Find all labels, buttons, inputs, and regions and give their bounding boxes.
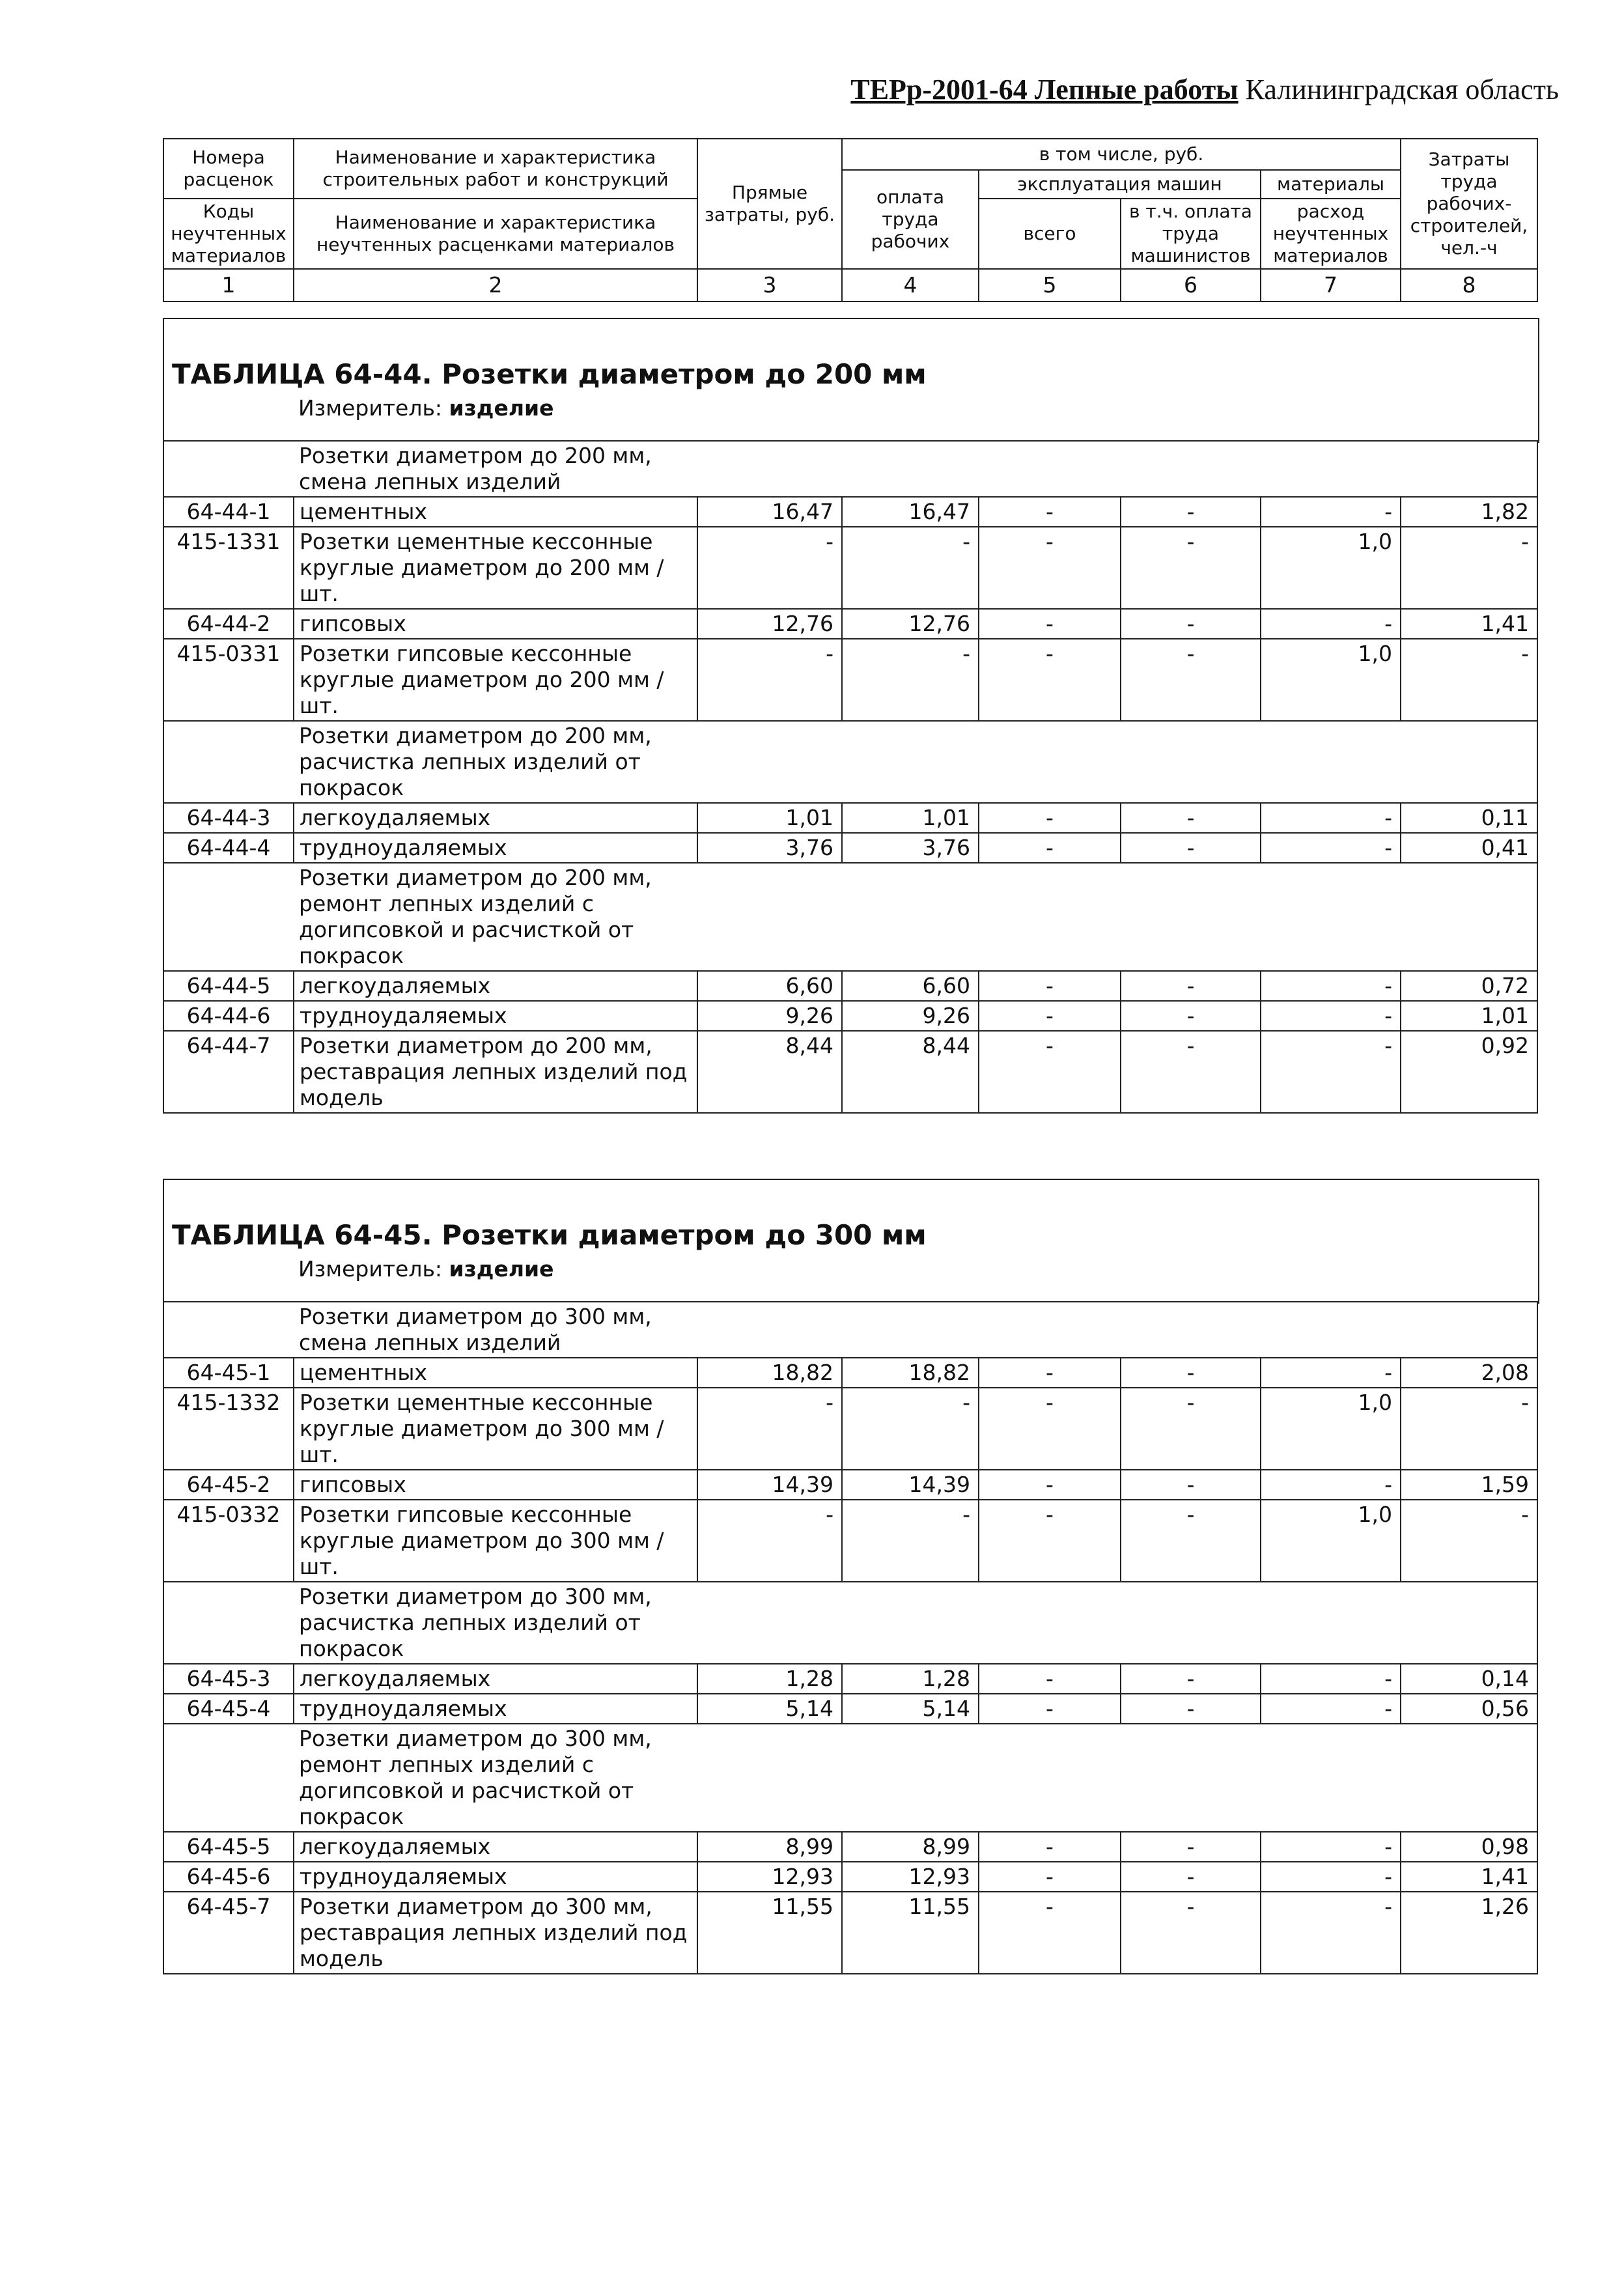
labor-costs-cell: - bbox=[1401, 639, 1537, 721]
material-usage-cell: - bbox=[1261, 1892, 1401, 1974]
measure-unit-label: Измеритель: bbox=[298, 395, 449, 421]
table-64-45-heading bbox=[163, 1179, 1539, 1304]
machines-total-cell: - bbox=[979, 1892, 1121, 1974]
measure-unit-value: изделие bbox=[449, 395, 554, 421]
material-usage-cell: - bbox=[1261, 833, 1401, 863]
table-row bbox=[163, 1001, 1537, 1031]
measure-unit-label: Измеритель: bbox=[298, 1256, 449, 1282]
machines-total-cell: - bbox=[979, 1470, 1121, 1500]
column-number: 6 bbox=[1121, 269, 1261, 302]
group-heading-text: Розетки диаметром до 200 мм, ремонт лепных изделий с догипсовкой и расчисткой от покрасок bbox=[299, 865, 652, 968]
machinist-pay-cell: - bbox=[1121, 527, 1261, 609]
worker-pay-cell: 1,28 bbox=[842, 1664, 979, 1694]
group-heading-spacer bbox=[163, 863, 294, 971]
work-name-cell: Розетки диаметром до 300 мм, реставрация лепных изделий под модель bbox=[294, 1892, 697, 1974]
work-name-cell: легкоудаляемых bbox=[294, 971, 697, 1001]
header-machine-operation: эксплуатация машин bbox=[979, 170, 1261, 199]
group-heading bbox=[294, 1724, 1537, 1832]
machines-total-cell: - bbox=[979, 971, 1121, 1001]
machinist-pay-cell: - bbox=[1121, 1694, 1261, 1724]
worker-pay-cell: 14,39 bbox=[842, 1470, 979, 1500]
rate-code-cell: 415-1331 bbox=[163, 527, 294, 609]
material-usage-cell: - bbox=[1261, 1832, 1401, 1862]
machinist-pay-cell: - bbox=[1121, 1862, 1261, 1892]
machinist-pay-cell: - bbox=[1121, 1832, 1261, 1862]
rate-code-cell: 64-44-4 bbox=[163, 833, 294, 863]
machines-total-cell: - bbox=[979, 639, 1121, 721]
group-heading-text: Розетки диаметром до 300 мм, ремонт лепных изделий с догипсовкой и расчисткой от покрасок bbox=[299, 1726, 652, 1829]
measure-unit-value: изделие bbox=[449, 1256, 554, 1282]
machines-total-cell: - bbox=[979, 1862, 1121, 1892]
group-heading bbox=[294, 1302, 1537, 1358]
labor-costs-cell: 1,59 bbox=[1401, 1470, 1537, 1500]
work-name-cell: трудноудаляемых bbox=[294, 1694, 697, 1724]
machinist-pay-cell: - bbox=[1121, 1388, 1261, 1470]
column-number: 5 bbox=[979, 269, 1121, 302]
header-machines-total: всего bbox=[979, 199, 1121, 269]
direct-costs-cell: 1,01 bbox=[697, 803, 842, 833]
header-material-name: Наименование и характеристика неучтенных расценками материалов bbox=[294, 199, 697, 269]
machinist-pay-cell: - bbox=[1121, 1664, 1261, 1694]
table-64-44-heading bbox=[163, 318, 1539, 443]
document-title bbox=[850, 73, 1559, 106]
labor-costs-cell: 0,98 bbox=[1401, 1832, 1537, 1862]
direct-costs-cell: - bbox=[697, 527, 842, 609]
machines-total-cell: - bbox=[979, 1031, 1121, 1113]
worker-pay-cell: 18,82 bbox=[842, 1358, 979, 1388]
group-heading-row bbox=[163, 721, 1537, 803]
work-name-cell: трудноудаляемых bbox=[294, 1862, 697, 1892]
material-usage-cell: - bbox=[1261, 1694, 1401, 1724]
section-title: ТАБЛИЦА 64-44. Розетки диаметром до 200 мм bbox=[172, 358, 927, 390]
group-heading-spacer bbox=[163, 441, 294, 497]
table-row bbox=[163, 1470, 1537, 1500]
group-heading-row bbox=[163, 863, 1537, 971]
work-name-cell: трудноудаляемых bbox=[294, 1001, 697, 1031]
machines-total-cell: - bbox=[979, 1001, 1121, 1031]
group-heading-text: Розетки диаметром до 300 мм, смена лепных изделий bbox=[299, 1304, 652, 1355]
header-machinist-pay: в т.ч. оплата труда машинистов bbox=[1121, 199, 1261, 269]
table-row bbox=[163, 1694, 1537, 1724]
worker-pay-cell: - bbox=[842, 1500, 979, 1582]
direct-costs-cell: - bbox=[697, 1388, 842, 1470]
rate-code-cell: 64-44-1 bbox=[163, 497, 294, 527]
labor-costs-cell: 0,14 bbox=[1401, 1664, 1537, 1694]
labor-costs-cell: - bbox=[1401, 1500, 1537, 1582]
machinist-pay-cell: - bbox=[1121, 497, 1261, 527]
labor-costs-cell: 0,92 bbox=[1401, 1031, 1537, 1113]
group-heading-spacer bbox=[163, 1582, 294, 1664]
machines-total-cell: - bbox=[979, 1694, 1121, 1724]
material-usage-cell: - bbox=[1261, 1470, 1401, 1500]
work-name-cell: цементных bbox=[294, 1358, 697, 1388]
table-row bbox=[163, 639, 1537, 721]
table-row bbox=[163, 1358, 1537, 1388]
column-number: 8 bbox=[1401, 269, 1537, 302]
material-usage-cell: - bbox=[1261, 1862, 1401, 1892]
table-row bbox=[163, 1862, 1537, 1892]
table-64-45 bbox=[163, 1301, 1538, 1974]
worker-pay-cell: 8,99 bbox=[842, 1832, 979, 1862]
group-heading-text: Розетки диаметром до 200 мм, расчистка лепных изделий от покрасок bbox=[299, 723, 652, 800]
worker-pay-cell: - bbox=[842, 527, 979, 609]
rate-code-cell: 64-44-3 bbox=[163, 803, 294, 833]
worker-pay-cell: 6,60 bbox=[842, 971, 979, 1001]
direct-costs-cell: 12,76 bbox=[697, 609, 842, 639]
work-name-cell: трудноудаляемых bbox=[294, 833, 697, 863]
material-usage-cell: - bbox=[1261, 803, 1401, 833]
table-row bbox=[163, 1892, 1537, 1974]
labor-costs-cell: 1,41 bbox=[1401, 609, 1537, 639]
direct-costs-cell: 3,76 bbox=[697, 833, 842, 863]
worker-pay-cell: 16,47 bbox=[842, 497, 979, 527]
group-heading-row bbox=[163, 1302, 1537, 1358]
work-name-cell: легкоудаляемых bbox=[294, 1832, 697, 1862]
measure-unit bbox=[298, 395, 1538, 421]
labor-costs-cell: 1,41 bbox=[1401, 1862, 1537, 1892]
header-material-codes: Коды неучтенных материалов bbox=[163, 199, 294, 269]
header-worker-pay: оплата труда рабочих bbox=[842, 170, 979, 269]
table-row bbox=[163, 971, 1537, 1001]
material-usage-cell: - bbox=[1261, 1031, 1401, 1113]
header-rate-numbers: Номера расценок bbox=[163, 139, 294, 199]
machines-total-cell: - bbox=[979, 833, 1121, 863]
labor-costs-cell: 0,72 bbox=[1401, 971, 1537, 1001]
column-number: 2 bbox=[294, 269, 697, 302]
direct-costs-cell: 9,26 bbox=[697, 1001, 842, 1031]
worker-pay-cell: - bbox=[842, 639, 979, 721]
column-header-table bbox=[163, 138, 1538, 302]
column-number: 4 bbox=[842, 269, 979, 302]
document-title-code: ТЕРр-2001-64 Лепные работы bbox=[850, 74, 1239, 105]
worker-pay-cell: 3,76 bbox=[842, 833, 979, 863]
header-including: в том числе, руб. bbox=[842, 139, 1401, 170]
machines-total-cell: - bbox=[979, 527, 1121, 609]
group-heading-spacer bbox=[163, 1724, 294, 1832]
material-usage-cell: - bbox=[1261, 609, 1401, 639]
labor-costs-cell: 1,01 bbox=[1401, 1001, 1537, 1031]
group-heading-row bbox=[163, 1724, 1537, 1832]
group-heading bbox=[294, 721, 1537, 803]
table-row bbox=[163, 1031, 1537, 1113]
machinist-pay-cell: - bbox=[1121, 1031, 1261, 1113]
group-heading-spacer bbox=[163, 1302, 294, 1358]
work-name-cell: легкоудаляемых bbox=[294, 1664, 697, 1694]
material-usage-cell: - bbox=[1261, 1358, 1401, 1388]
material-usage-cell: 1,0 bbox=[1261, 527, 1401, 609]
rate-code-cell: 64-45-2 bbox=[163, 1470, 294, 1500]
rate-code-cell: 64-45-6 bbox=[163, 1862, 294, 1892]
direct-costs-cell: 18,82 bbox=[697, 1358, 842, 1388]
table-row bbox=[163, 1500, 1537, 1582]
header-work-name: Наименование и характеристика строительных работ и конструкций bbox=[294, 139, 697, 199]
worker-pay-cell: 12,76 bbox=[842, 609, 979, 639]
material-usage-cell: - bbox=[1261, 497, 1401, 527]
worker-pay-cell: - bbox=[842, 1388, 979, 1470]
work-name-cell: Розетки диаметром до 200 мм, реставрация лепных изделий под модель bbox=[294, 1031, 697, 1113]
worker-pay-cell: 8,44 bbox=[842, 1031, 979, 1113]
machines-total-cell: - bbox=[979, 803, 1121, 833]
rate-code-cell: 64-44-5 bbox=[163, 971, 294, 1001]
machinist-pay-cell: - bbox=[1121, 971, 1261, 1001]
worker-pay-cell: 1,01 bbox=[842, 803, 979, 833]
labor-costs-cell: 0,56 bbox=[1401, 1694, 1537, 1724]
direct-costs-cell: - bbox=[697, 639, 842, 721]
rate-code-cell: 415-1332 bbox=[163, 1388, 294, 1470]
rate-code-cell: 64-45-3 bbox=[163, 1664, 294, 1694]
table-row bbox=[163, 1664, 1537, 1694]
machinist-pay-cell: - bbox=[1121, 1470, 1261, 1500]
header-direct-costs: Прямые затраты, руб. bbox=[697, 139, 842, 269]
machines-total-cell: - bbox=[979, 497, 1121, 527]
rate-code-cell: 64-45-1 bbox=[163, 1358, 294, 1388]
rate-code-cell: 64-44-2 bbox=[163, 609, 294, 639]
rate-code-cell: 64-44-7 bbox=[163, 1031, 294, 1113]
labor-costs-cell: 0,11 bbox=[1401, 803, 1537, 833]
machinist-pay-cell: - bbox=[1121, 1500, 1261, 1582]
labor-costs-cell: - bbox=[1401, 527, 1537, 609]
rate-code-cell: 415-0331 bbox=[163, 639, 294, 721]
worker-pay-cell: 12,93 bbox=[842, 1862, 979, 1892]
rate-code-cell: 415-0332 bbox=[163, 1500, 294, 1582]
work-name-cell: Розетки цементные кессонные круглые диаметром до 300 мм / шт. bbox=[294, 1388, 697, 1470]
material-usage-cell: 1,0 bbox=[1261, 1500, 1401, 1582]
direct-costs-cell: 8,44 bbox=[697, 1031, 842, 1113]
direct-costs-cell: 6,60 bbox=[697, 971, 842, 1001]
group-heading-row bbox=[163, 441, 1537, 497]
material-usage-cell: - bbox=[1261, 1001, 1401, 1031]
labor-costs-cell: 1,82 bbox=[1401, 497, 1537, 527]
machinist-pay-cell: - bbox=[1121, 1001, 1261, 1031]
work-name-cell: Розетки гипсовые кессонные круглые диаметром до 200 мм / шт. bbox=[294, 639, 697, 721]
rate-code-cell: 64-45-4 bbox=[163, 1694, 294, 1724]
table-row bbox=[163, 527, 1537, 609]
machinist-pay-cell: - bbox=[1121, 833, 1261, 863]
work-name-cell: Розетки гипсовые кессонные круглые диаметром до 300 мм / шт. bbox=[294, 1500, 697, 1582]
machines-total-cell: - bbox=[979, 1358, 1121, 1388]
table-row bbox=[163, 609, 1537, 639]
rate-code-cell: 64-44-6 bbox=[163, 1001, 294, 1031]
labor-costs-cell: 1,26 bbox=[1401, 1892, 1537, 1974]
worker-pay-cell: 5,14 bbox=[842, 1694, 979, 1724]
direct-costs-cell: 5,14 bbox=[697, 1694, 842, 1724]
group-heading bbox=[294, 863, 1537, 971]
table-row bbox=[163, 803, 1537, 833]
worker-pay-cell: 11,55 bbox=[842, 1892, 979, 1974]
group-heading-row bbox=[163, 1582, 1537, 1664]
table-row bbox=[163, 497, 1537, 527]
header-labor-costs: Затраты труда рабочих-строителей, чел.-ч bbox=[1401, 139, 1537, 269]
table-row bbox=[163, 1832, 1537, 1862]
labor-costs-cell: - bbox=[1401, 1388, 1537, 1470]
header-materials: материалы bbox=[1261, 170, 1401, 199]
work-name-cell: цементных bbox=[294, 497, 697, 527]
rate-code-cell: 64-45-7 bbox=[163, 1892, 294, 1974]
machines-total-cell: - bbox=[979, 609, 1121, 639]
section-title: ТАБЛИЦА 64-45. Розетки диаметром до 300 мм bbox=[172, 1219, 927, 1251]
group-heading bbox=[294, 1582, 1537, 1664]
material-usage-cell: - bbox=[1261, 971, 1401, 1001]
group-heading-text: Розетки диаметром до 300 мм, расчистка лепных изделий от покрасок bbox=[299, 1584, 652, 1661]
direct-costs-cell: - bbox=[697, 1500, 842, 1582]
machines-total-cell: - bbox=[979, 1500, 1121, 1582]
column-number: 1 bbox=[163, 269, 294, 302]
labor-costs-cell: 0,41 bbox=[1401, 833, 1537, 863]
machinist-pay-cell: - bbox=[1121, 639, 1261, 721]
direct-costs-cell: 14,39 bbox=[697, 1470, 842, 1500]
rate-code-cell: 64-45-5 bbox=[163, 1832, 294, 1862]
column-number: 7 bbox=[1261, 269, 1401, 302]
labor-costs-cell: 2,08 bbox=[1401, 1358, 1537, 1388]
material-usage-cell: - bbox=[1261, 1664, 1401, 1694]
machines-total-cell: - bbox=[979, 1664, 1121, 1694]
machinist-pay-cell: - bbox=[1121, 609, 1261, 639]
machinist-pay-cell: - bbox=[1121, 1358, 1261, 1388]
direct-costs-cell: 11,55 bbox=[697, 1892, 842, 1974]
group-heading-text: Розетки диаметром до 200 мм, смена лепных изделий bbox=[299, 443, 652, 494]
document-title-region: Калининградская область bbox=[1238, 74, 1559, 105]
machinist-pay-cell: - bbox=[1121, 803, 1261, 833]
table-row bbox=[163, 1388, 1537, 1470]
group-heading bbox=[294, 441, 1537, 497]
table-64-44 bbox=[163, 440, 1538, 1114]
header-material-usage: расход неучтенных материалов bbox=[1261, 199, 1401, 269]
work-name-cell: Розетки цементные кессонные круглые диаметром до 200 мм / шт. bbox=[294, 527, 697, 609]
table-row bbox=[163, 833, 1537, 863]
worker-pay-cell: 9,26 bbox=[842, 1001, 979, 1031]
direct-costs-cell: 12,93 bbox=[697, 1862, 842, 1892]
material-usage-cell: 1,0 bbox=[1261, 639, 1401, 721]
work-name-cell: легкоудаляемых bbox=[294, 803, 697, 833]
machines-total-cell: - bbox=[979, 1832, 1121, 1862]
work-name-cell: гипсовых bbox=[294, 609, 697, 639]
material-usage-cell: 1,0 bbox=[1261, 1388, 1401, 1470]
direct-costs-cell: 8,99 bbox=[697, 1832, 842, 1862]
column-number: 3 bbox=[697, 269, 842, 302]
direct-costs-cell: 1,28 bbox=[697, 1664, 842, 1694]
work-name-cell: гипсовых bbox=[294, 1470, 697, 1500]
measure-unit bbox=[298, 1256, 1538, 1282]
group-heading-spacer bbox=[163, 721, 294, 803]
machines-total-cell: - bbox=[979, 1388, 1121, 1470]
direct-costs-cell: 16,47 bbox=[697, 497, 842, 527]
machinist-pay-cell: - bbox=[1121, 1892, 1261, 1974]
